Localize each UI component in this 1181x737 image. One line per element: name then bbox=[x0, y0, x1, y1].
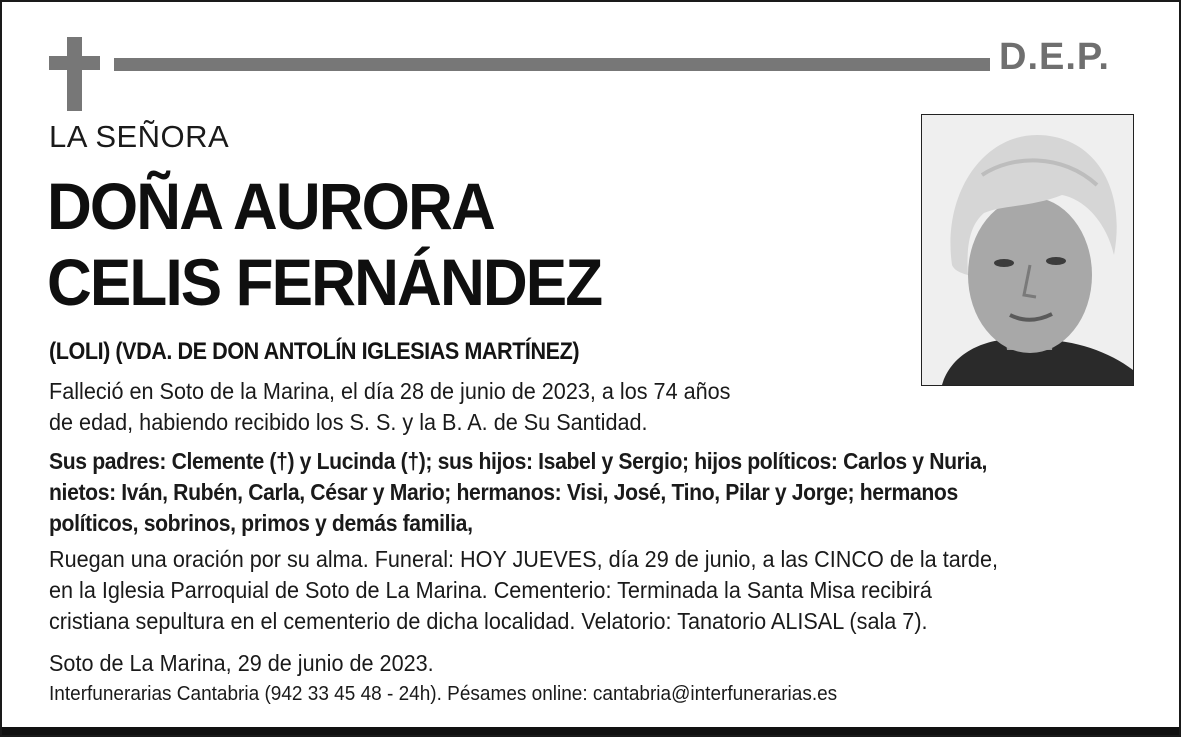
honorific: LA SEÑORA bbox=[49, 119, 230, 154]
dep-label: D.E.P. bbox=[999, 36, 1110, 78]
family-line-2: nietos: Iván, Rubén, Carla, César y Mario; hermanos: Visi, José, Tino, Pilar y Jorge; hermanos bbox=[49, 479, 958, 505]
family-line-1: Sus padres: Clemente (†) y Lucinda (†); sus hijos: Isabel y Sergio; hijos políticos: Carlos y Nuria, bbox=[49, 448, 987, 474]
funeral-line-2: en la Iglesia Parroquial de Soto de La Marina. Cementerio: Terminada la Santa Misa recibirá bbox=[49, 577, 932, 603]
bottom-rule bbox=[2, 727, 1179, 735]
alias-line: (LOLI) (VDA. DE DON ANTOLÍN IGLESIAS MARTÍNEZ) bbox=[49, 338, 580, 365]
portrait-image bbox=[922, 115, 1133, 385]
death-line-1: Falleció en Soto de la Marina, el día 28 de junio de 2023, a los 74 años bbox=[49, 378, 731, 404]
funeral-line-1: Ruegan una oración por su alma. Funeral: HOY JUEVES, día 29 de junio, a las CINCO de la tarde, bbox=[49, 546, 999, 572]
portrait-photo bbox=[921, 114, 1134, 386]
name-line-1: DOÑA AURORA bbox=[47, 169, 494, 243]
family-line-3: políticos, sobrinos, primos y demás familia, bbox=[49, 510, 473, 536]
contact-line: Interfunerarias Cantabria (942 33 45 48 - 24h). Pésames online: cantabria@interfunerarias.es bbox=[49, 683, 838, 705]
funeral-line-3: cristiana sepultura en el cementerio de dicha localidad. Velatorio: Tanatorio ALISAL (sala 7). bbox=[49, 608, 928, 634]
deceased-name bbox=[47, 168, 601, 320]
funeral-details bbox=[49, 544, 1111, 637]
death-details bbox=[49, 376, 801, 438]
name-line-2: CELIS FERNÁNDEZ bbox=[47, 245, 602, 319]
header-rule bbox=[114, 58, 990, 71]
family-list bbox=[49, 446, 1061, 539]
death-line-2: de edad, habiendo recibido los S. S. y la B. A. de Su Santidad. bbox=[49, 409, 648, 435]
cross-icon bbox=[49, 37, 100, 111]
place-date: Soto de La Marina, 29 de junio de 2023. bbox=[49, 650, 434, 676]
